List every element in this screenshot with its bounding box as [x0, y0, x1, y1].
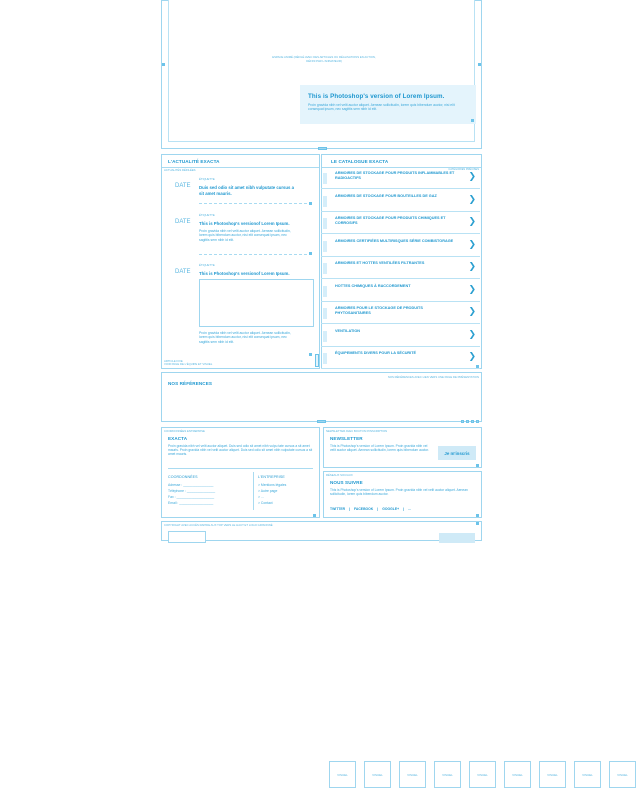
hero-box-corner-marker	[471, 119, 474, 122]
news-item-separator	[199, 254, 312, 255]
catalog-item[interactable]	[321, 190, 480, 212]
catalog-item-marker	[323, 331, 327, 342]
news-item-title[interactable]: Duis sed odio sit amet nibh vulputate cursus a sit amet mauris.	[199, 185, 295, 196]
newsletter-note: NEWSLETTER AVEC BOUTON D'INSCRIPTION	[326, 429, 388, 433]
hero-pager[interactable]	[318, 147, 327, 150]
hero-caption: ESPACE ANIMÉ (DÉFILÉ AVEC DES ARTICLES OU RÉALISATIONS EN ACTION, DÉFINI PAR L'ANIMATEUR)	[272, 55, 376, 63]
references-note: NOS RÉFÉRENCES AVEC LIEN VERS UNE PAGE DE PRÉSENTATION	[387, 375, 479, 379]
catalog-item[interactable]	[321, 167, 480, 189]
company-link-more[interactable]: > ...	[258, 495, 264, 499]
reference-thumbnail[interactable]: VISUEL	[469, 761, 496, 788]
hero-text-box	[300, 85, 476, 124]
catalog-item-label: ÉQUIPEMENTS DIVERS POUR LA SÉCURITÉ	[335, 351, 417, 355]
company-link-contact[interactable]: > Contact	[258, 501, 273, 505]
reference-thumbnail[interactable]: VISUEL	[504, 761, 531, 788]
reference-thumbnail[interactable]: VISUEL	[399, 761, 426, 788]
social-corner-marker	[476, 514, 479, 517]
social-link-facebook[interactable]: FACEBOOK	[354, 507, 374, 511]
reference-thumbnail[interactable]: VISUEL	[609, 761, 636, 788]
news-item-title[interactable]: This is Photoshop's versionof Lorem Ipsum.	[199, 221, 290, 226]
social-note: RÉSEAUX SOCIAUX	[326, 473, 353, 477]
catalog-item-marker	[323, 308, 327, 319]
newsletter-subscribe-button[interactable]: Je m'inscris	[438, 446, 476, 460]
hero-frame	[161, 0, 482, 149]
catalog-item[interactable]	[321, 235, 480, 257]
catalog-item[interactable]	[321, 325, 480, 347]
contact-panel	[161, 427, 320, 518]
chevron-right-icon[interactable]: ❯	[468, 262, 476, 272]
news-item-more-marker[interactable]	[309, 252, 312, 255]
social-links	[330, 507, 411, 511]
catalog-item-marker	[323, 173, 327, 184]
hero-slider[interactable]	[168, 0, 475, 142]
news-title: L'ACTUALITÉ EXACTA	[168, 159, 220, 164]
catalog-item[interactable]	[321, 257, 480, 279]
company-link-other[interactable]: > Autre page	[258, 489, 278, 493]
social-title: NOUS SUIVRE	[330, 480, 363, 485]
news-item-more-marker[interactable]	[309, 353, 312, 356]
catalog-item-marker	[323, 353, 327, 364]
catalog-item-marker	[323, 241, 327, 252]
hero-box-text: Proin gravida nibh vel velit auctor aliquet. Aenean sollicitudin, lorem quis bibendum auctor, nisi elit consequat ipsum, nec sagittis sem nibh id elit.	[308, 103, 455, 112]
catalog-title: LE CATALOGUE EXACTA	[331, 159, 389, 164]
contact-divider	[168, 468, 313, 469]
catalog-item-label: ARMOIRES DE STOCKAGE POUR PRODUITS CHIMIQUES ET CORROSIFS	[335, 216, 446, 225]
news-item-date: DATE	[175, 269, 191, 275]
news-item-more-marker[interactable]	[309, 202, 312, 205]
coords-phone: Téléphone : _______________	[168, 489, 216, 493]
chevron-right-icon[interactable]: ❯	[468, 217, 476, 227]
chevron-right-icon[interactable]: ❯	[468, 284, 476, 295]
footer-panel	[161, 521, 482, 541]
catalog-corner-marker	[476, 365, 479, 368]
social-link-separator: |	[403, 507, 405, 511]
reference-thumbnail[interactable]: VISUEL	[364, 761, 391, 788]
catalog-item-label: ARMOIRES DE STOCKAGE POUR BOUTEILLES DE GAZ	[335, 193, 437, 198]
catalog-item-label: HOTTES CHIMIQUES À RACCORDEMENT	[335, 283, 411, 288]
contact-note: COORDONNÉES ENTREPRISE	[164, 429, 205, 433]
news-scroll-handle[interactable]	[315, 354, 319, 367]
social-link-separator: |	[349, 507, 351, 511]
reference-thumbnail[interactable]: VISUEL	[329, 761, 356, 788]
contact-corner-marker	[313, 514, 316, 517]
chevron-right-icon[interactable]: ❯	[468, 329, 476, 340]
news-item-date: DATE	[175, 183, 191, 189]
chevron-right-icon[interactable]: ❯	[468, 307, 476, 317]
news-item-text: Proin gravida nibh vel velit auctor aliquet. Aenean sollicitudin, lorem quis bibendum auctor, nisi elit consequat ipsum, nec sagittis sem nibh id elit.	[199, 331, 291, 344]
catalog-subtitle: CATÉGORIES PRÉCISES	[448, 168, 479, 171]
catalog-item[interactable]	[321, 280, 480, 302]
contact-text: Proin gravida nibh vel velit auctor aliquet. Duis sed odio sit amet nibh vulpu tate cursus a sit amet mauris. Proin gravida nibh vel velit auctor aliquet. Duis sed odio sit amet nibh vulputate cursus a sit amet mauris.	[168, 444, 313, 457]
news-item-image	[199, 279, 314, 327]
news-item-date: DATE	[175, 219, 191, 225]
catalog-item-label: ARMOIRES ET HOTTES VENTILÉES FILTRANTES	[335, 261, 425, 265]
footer-note: COPYRIGHT AVEC ACCÈS RAPIDE AUX TOP VERS LE HAUT ET LOGO GRISONNÉ	[164, 523, 273, 527]
catalog-item-label: ARMOIRES DE STOCKAGE POUR PRODUITS INFLAMMABLES ET RADIOACTIFS	[335, 171, 455, 180]
news-item-tag: ÉTIQUETTE	[199, 263, 215, 267]
reference-thumbnail[interactable]: VISUEL	[574, 761, 601, 788]
chevron-right-icon[interactable]: ❯	[468, 172, 476, 182]
social-link-more[interactable]: ...	[408, 507, 411, 511]
news-item-tag: ÉTIQUETTE	[199, 177, 215, 181]
catalog-item[interactable]	[321, 302, 480, 324]
newsletter-corner-marker	[476, 464, 479, 467]
news-item-text: Proin gravida nibh vel velit auctor aliquet. Aenean sollicitudin, lorem quis bibendum auctor, nisi elit consequat ipsum, nec sagittis sem nibh id elit.	[199, 229, 291, 242]
references-scroll-marker[interactable]	[317, 420, 326, 423]
newsletter-text: This is Photoshop's version of Lorem Ipsum. Proin gravida nibh vel velit auctor aliquet. Aenean sollicitudin, lorem quis bibendum auctor.	[330, 444, 429, 453]
catalog-item-label: ARMOIRES POUR LE STOCKAGE DE PRODUITS PHYTOSANITAIRES	[335, 306, 423, 315]
social-panel	[323, 471, 482, 518]
references-title: NOS RÉFÉRENCES	[168, 381, 213, 386]
footer-top-button[interactable]	[439, 533, 475, 543]
contact-title: EXACTA	[168, 436, 188, 441]
catalog-item-marker	[323, 196, 327, 207]
social-text: This is Photoshop's version of Lorem Ipsum. Proin gravida nibh vel velit auctor aliquet. Aenean sollicitudin, lorem quis bibendum auctor.	[330, 488, 468, 497]
social-link-twitter[interactable]: TWITTER	[330, 507, 346, 511]
coords-address: Adresse : ________________	[168, 483, 214, 487]
catalog-item-label: VENTILATION	[335, 328, 361, 333]
chevron-right-icon[interactable]: ❯	[468, 352, 476, 362]
hero-next-arrow-icon[interactable]	[478, 63, 481, 66]
news-panel	[161, 154, 320, 369]
news-subtitle: ACTUALITÉS DÉFILÉES	[164, 168, 196, 172]
hero-prev-arrow-icon[interactable]	[162, 63, 165, 66]
references-pager[interactable]	[461, 420, 481, 423]
news-footer-note: ARTICLE FIXE VOIR PAGE DE L'ÉQUIPE ET VISUEL	[164, 359, 213, 367]
newsletter-panel	[323, 427, 482, 468]
social-link-google[interactable]: GOOGLE+	[382, 507, 400, 511]
hero-box-title: This is Photoshop's version of Lorem Ipsum.	[308, 93, 445, 100]
catalog-item-marker	[323, 286, 327, 297]
chevron-right-icon[interactable]: ❯	[468, 194, 476, 205]
news-item-title[interactable]: This is Photoshop's versionof Lorem Ipsum.	[199, 271, 290, 276]
news-item-tag: ÉTIQUETTE	[199, 213, 215, 217]
contact-column-divider	[253, 472, 254, 510]
social-link-separator: |	[377, 507, 379, 511]
footer-scroll-top-marker[interactable]	[476, 522, 479, 525]
catalog-item-marker	[323, 218, 327, 229]
company-link-legal[interactable]: > Mentions légales	[258, 483, 287, 487]
coords-title: COORDONNÉES	[168, 475, 198, 479]
catalog-item[interactable]	[321, 347, 480, 369]
catalog-item-marker	[323, 263, 327, 274]
reference-thumbnail[interactable]: VISUEL	[434, 761, 461, 788]
coords-email[interactable]: Email : __________________	[168, 501, 214, 505]
reference-thumbnail[interactable]: VISUEL	[539, 761, 566, 788]
chevron-right-icon[interactable]: ❯	[468, 239, 476, 250]
newsletter-title: NEWSLETTER	[330, 436, 363, 441]
catalog-item-label: ARMOIRES CERTIFIÉES MULTIRISQUES SÉRIE COMBISTORAGE	[335, 238, 454, 243]
footer-logo	[168, 531, 206, 543]
company-title: L'ENTREPRISE	[258, 475, 285, 479]
news-item-separator	[199, 203, 312, 204]
coords-fax: Fax : ____________________	[168, 495, 215, 499]
catalog-item[interactable]	[321, 212, 480, 234]
